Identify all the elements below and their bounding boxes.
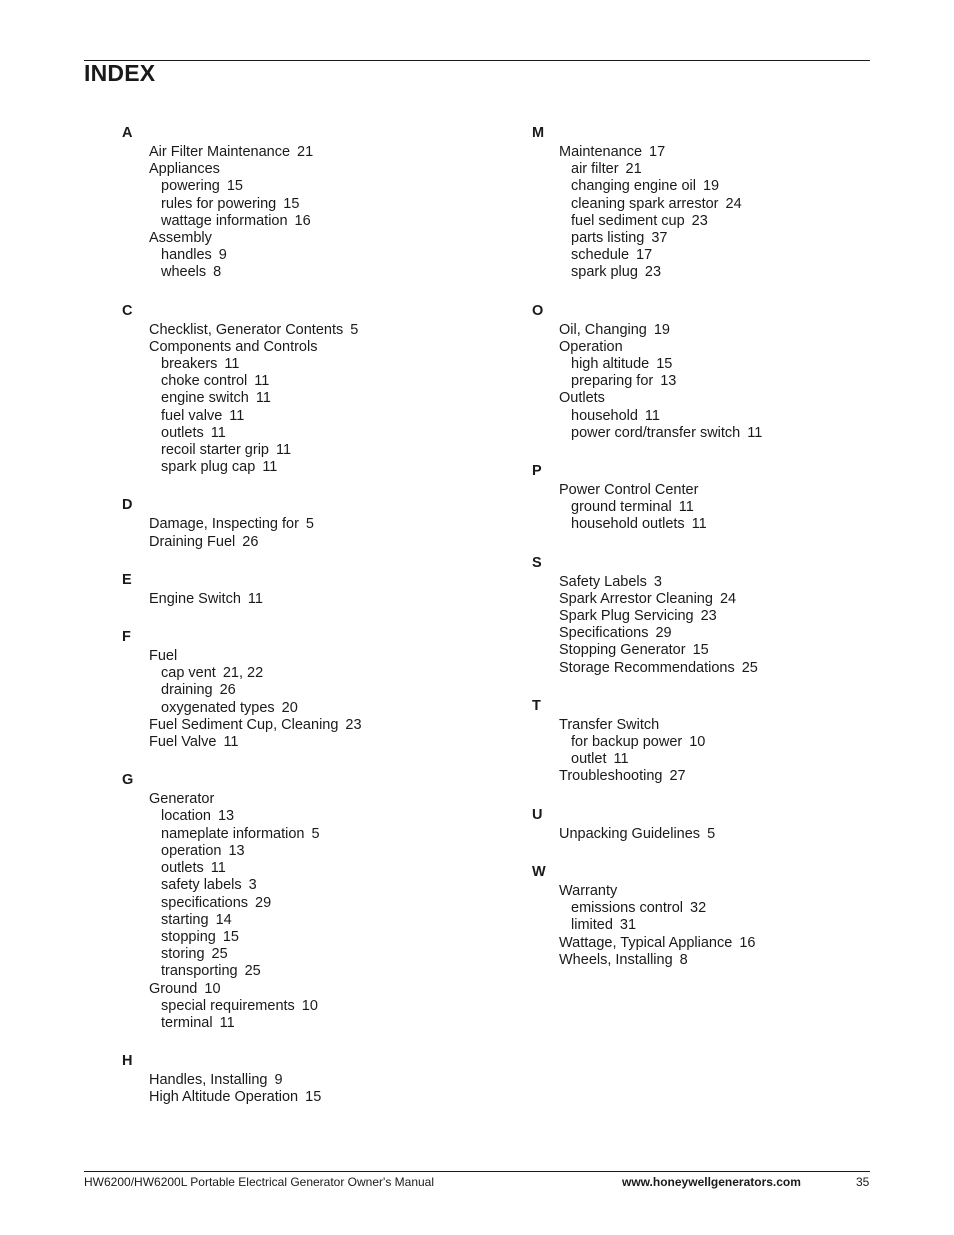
index-entry-page: 10 <box>689 734 706 751</box>
index-entry-text: Stopping Generator <box>559 642 686 659</box>
index-entry <box>532 390 892 407</box>
index-section <box>122 571 482 608</box>
index-entry-page: 16 <box>294 212 311 229</box>
index-subentry <box>532 734 892 751</box>
index-entry-page: 11 <box>210 424 226 441</box>
index-subentry <box>122 843 482 860</box>
index-entry-page: 32 <box>690 900 707 917</box>
index-subentry <box>532 247 892 264</box>
index-column-left <box>122 124 482 1127</box>
index-subentry <box>122 178 482 195</box>
index-entry-page: 8 <box>679 951 688 968</box>
index-entry-text: Spark Arrestor Cleaning <box>559 590 713 607</box>
index-entry-page: 8 <box>213 264 222 281</box>
index-section <box>532 124 892 282</box>
index-section-letter: W <box>532 863 546 880</box>
index-section-letter: C <box>122 302 133 319</box>
index-entry-text: Generator <box>149 791 215 808</box>
index-entry-text: Fuel <box>149 648 178 665</box>
index-entry-page: 5 <box>311 825 320 842</box>
index-entry-page: 17 <box>649 144 666 160</box>
index-entry-text: parts listing <box>571 230 645 247</box>
index-subentry <box>122 390 482 407</box>
index-entry-page: 11 <box>247 590 263 607</box>
index-entry-page: 13 <box>660 373 677 390</box>
index-section-letter: M <box>532 125 545 141</box>
index-entry-text: preparing for <box>571 373 654 390</box>
index-subentry <box>532 230 892 247</box>
index-entry-page: 29 <box>255 894 272 911</box>
index-entry-page: 10 <box>204 980 221 997</box>
index-entry-text: power cord/transfer switch <box>571 424 741 441</box>
index-subentry <box>532 425 892 442</box>
index-entry-page: 11 <box>219 1014 235 1031</box>
index-subentry <box>532 751 892 768</box>
index-entry-page: 11 <box>255 390 271 407</box>
index-entry-text: Outlets <box>559 390 605 407</box>
index-entry <box>532 608 892 625</box>
index-section <box>122 124 482 282</box>
index-entry <box>532 717 892 734</box>
index-entry-text: nameplate information <box>161 825 305 842</box>
index-entry <box>532 322 892 339</box>
index-entry-page: 15 <box>656 356 673 373</box>
index-subentry <box>122 946 482 963</box>
index-entry-text: Power Control Center <box>559 482 699 499</box>
index-entry-text: wheels <box>161 264 207 281</box>
index-subentry <box>122 247 482 264</box>
index-subentry <box>532 178 892 195</box>
index-section <box>532 302 892 442</box>
index-subentry <box>122 373 482 390</box>
footer-rule <box>84 1171 870 1172</box>
index-entry-page: 15 <box>283 195 300 212</box>
index-subentry <box>532 917 892 934</box>
index-entry <box>532 883 892 900</box>
index-entry-text: Warranty <box>559 882 618 899</box>
index-entry-page: 11 <box>275 442 292 459</box>
index-entry-page: 11 <box>678 499 694 516</box>
index-entry-page: 17 <box>636 247 653 264</box>
index-section <box>122 1052 482 1106</box>
index-entry <box>122 717 482 734</box>
index-entry-text: Components and Controls <box>149 338 318 355</box>
index-entry-page: 11 <box>644 407 660 424</box>
index-section <box>122 496 482 550</box>
index-entry-text: spark plug <box>571 264 638 281</box>
index-entry-page: 11 <box>224 356 240 373</box>
index-entry-text: terminal <box>161 1014 213 1031</box>
index-entry-text: draining <box>161 682 213 699</box>
index-entry-page: 11 <box>210 860 226 877</box>
index-entry <box>532 768 892 785</box>
index-entry <box>122 591 482 608</box>
index-entry-page: 26 <box>219 682 236 699</box>
index-entry-text: High Altitude Operation <box>149 1089 299 1106</box>
index-entry-text: Fuel Sediment Cup, Cleaning <box>149 716 339 733</box>
index-subentry <box>122 665 482 682</box>
index-entry-page: 9 <box>218 247 227 264</box>
index-entry-text: Appliances <box>149 161 220 178</box>
index-subentry <box>532 499 892 516</box>
index-entry-page: 23 <box>700 608 717 625</box>
index-entry-text: operation <box>161 842 222 859</box>
index-section <box>532 697 892 786</box>
index-entry-page: 23 <box>345 716 362 733</box>
index-entry <box>532 826 892 843</box>
index-entry-text: cap vent <box>161 665 216 682</box>
index-entry-text: air filter <box>571 161 619 178</box>
index-entry-page: 5 <box>305 516 314 533</box>
index-section-letter: A <box>122 125 133 141</box>
index-subentry <box>122 682 482 699</box>
index-entry-page: 20 <box>281 699 298 716</box>
index-entry-page: 11 <box>691 516 707 533</box>
index-entry <box>532 144 892 161</box>
index-entry <box>532 952 892 969</box>
index-entry <box>122 339 482 356</box>
index-entry-text: spark plug cap <box>161 459 256 476</box>
index-entry <box>122 516 482 533</box>
index-section-letter: U <box>532 806 543 823</box>
index-subentry <box>122 877 482 894</box>
index-entry-page: 25 <box>244 963 261 980</box>
index-entry-text: transporting <box>161 963 238 980</box>
index-entry-text: special requirements <box>161 997 295 1014</box>
index-section <box>532 554 892 677</box>
index-section <box>122 628 482 751</box>
index-entry-text: Wheels, Installing <box>559 951 673 968</box>
index-entry-page: 24 <box>719 590 737 607</box>
index-entry-page: 15 <box>226 178 243 195</box>
index-subentry <box>532 196 892 213</box>
index-entry-page: 21 <box>297 144 314 160</box>
index-subentry <box>122 826 482 843</box>
index-entry <box>122 1089 482 1106</box>
index-entry-page: 11 <box>223 734 239 751</box>
footer-page-number: 35 <box>856 1175 870 1189</box>
index-section <box>122 771 482 1032</box>
index-section-letter: S <box>532 554 542 571</box>
index-entry <box>532 935 892 952</box>
index-entry <box>122 648 482 665</box>
index-entry-text: stopping <box>161 928 216 945</box>
index-entry-text: engine switch <box>161 390 249 407</box>
index-entry-text: outlet <box>571 751 607 768</box>
index-entry-page: 14 <box>215 911 232 928</box>
index-subentry <box>122 929 482 946</box>
index-entry-page: 11 <box>747 424 763 441</box>
page-title: INDEX <box>84 60 156 86</box>
index-subentry <box>122 700 482 717</box>
index-subentry <box>122 213 482 230</box>
index-entry-text: outlets <box>161 860 204 877</box>
index-subentry <box>122 196 482 213</box>
index-entry <box>532 642 892 659</box>
index-entry-text: high altitude <box>571 356 650 373</box>
index-entry-text: Specifications <box>559 625 649 642</box>
index-subentry <box>122 860 482 877</box>
index-subentry <box>122 408 482 425</box>
index-entry-page: 5 <box>350 321 359 338</box>
index-entry-text: Checklist, Generator Contents <box>149 321 344 338</box>
footer-manual-title: HW6200/HW6200L Portable Electrical Generator Owner's Manual <box>84 1175 435 1189</box>
index-entry-text: Operation <box>559 338 623 355</box>
index-entry-page: 3 <box>248 877 257 894</box>
index-section <box>532 462 892 534</box>
index-entry-text: Unpacking Guidelines <box>559 825 701 842</box>
index-entry <box>532 660 892 677</box>
index-entry-text: Fuel Valve <box>149 734 217 751</box>
index-subentry <box>122 895 482 912</box>
index-entry-text: household outlets <box>571 516 685 533</box>
index-section-letter: T <box>532 697 541 714</box>
index-entry-text: rules for powering <box>161 195 277 212</box>
index-subentry <box>122 912 482 929</box>
index-entry <box>122 161 482 178</box>
index-entry-text: Air Filter Maintenance <box>149 144 291 160</box>
index-entry-text: choke control <box>161 373 248 390</box>
index-entry <box>532 339 892 356</box>
index-entry <box>122 144 482 161</box>
index-subentry <box>532 264 892 281</box>
index-entry-text: for backup power <box>571 734 683 751</box>
index-subentry <box>532 516 892 533</box>
index-entry <box>532 482 892 499</box>
index-entry-page: 9 <box>274 1072 283 1089</box>
index-entry-text: Safety Labels <box>559 573 647 590</box>
index-entry <box>532 625 892 642</box>
index-entry-text: Storage Recommendations <box>559 659 735 676</box>
index-entry-page: 26 <box>242 533 259 550</box>
index-subentry <box>532 900 892 917</box>
index-entry-text: ground terminal <box>571 499 672 516</box>
index-section-letter: P <box>532 463 542 480</box>
index-section-letter: E <box>122 571 132 588</box>
index-entry-text: breakers <box>161 356 218 373</box>
index-entry-text: Oil, Changing <box>559 321 647 338</box>
index-subentry <box>122 264 482 281</box>
index-subentry <box>122 963 482 980</box>
index-entry-text: Draining Fuel <box>149 533 236 550</box>
index-entry-page: 13 <box>228 842 245 859</box>
index-entry-page: 25 <box>741 659 758 676</box>
index-entry <box>122 322 482 339</box>
index-subentry <box>532 408 892 425</box>
index-section <box>532 806 892 843</box>
index-entry-text: Transfer Switch <box>559 716 660 733</box>
index-entry-text: fuel valve <box>161 407 223 424</box>
index-entry-text: Ground <box>149 980 198 997</box>
index-section-letter: F <box>122 629 131 646</box>
index-entry-page: 21, 22 <box>222 665 264 682</box>
index-entry-text: location <box>161 808 211 825</box>
index-column-right <box>532 124 892 989</box>
index-entry-page: 11 <box>254 373 270 390</box>
index-entry-page: 21 <box>625 161 642 178</box>
index-entry-page: 27 <box>669 768 686 785</box>
index-entry-page: 19 <box>702 178 720 195</box>
index-entry-page: 29 <box>655 625 672 642</box>
index-entry <box>532 591 892 608</box>
index-entry-page: 23 <box>644 264 662 281</box>
index-section-letter: G <box>122 772 134 789</box>
index-entry-page: 5 <box>707 825 716 842</box>
index-entry-text: Damage, Inspecting for <box>149 516 299 533</box>
index-entry <box>122 1072 482 1089</box>
index-entry-page: 19 <box>653 321 670 338</box>
index-entry-page: 13 <box>217 808 235 825</box>
index-subentry <box>122 442 482 459</box>
index-entry-text: safety labels <box>161 877 242 894</box>
index-subentry <box>122 1015 482 1032</box>
index-subentry <box>122 459 482 476</box>
index-section <box>532 863 892 969</box>
index-subentry <box>532 213 892 230</box>
index-entry-text: changing engine oil <box>571 178 696 195</box>
index-entry-text: Assembly <box>149 230 212 247</box>
index-section-letter: O <box>532 302 544 319</box>
index-entry-page: 15 <box>692 642 709 659</box>
index-entry-page: 31 <box>619 917 637 934</box>
header-rule <box>84 60 870 61</box>
index-entry-text: Engine Switch <box>149 590 241 607</box>
index-entry-text: Spark Plug Servicing <box>559 608 694 625</box>
index-entry-text: powering <box>161 178 220 195</box>
index-subentry <box>122 356 482 373</box>
index-entry-page: 37 <box>651 230 668 247</box>
index-subentry <box>532 373 892 390</box>
index-entry-text: oxygenated types <box>161 699 275 716</box>
index-entry-page: 25 <box>211 946 228 963</box>
index-entry-page: 11 <box>262 459 278 476</box>
footer-website-link[interactable]: www.honeywellgenerators.com <box>622 1175 801 1189</box>
index-subentry <box>122 998 482 1015</box>
index-section <box>122 302 482 477</box>
index-entry-text: handles <box>161 247 212 264</box>
index-entry <box>532 574 892 591</box>
index-entry-text: wattage information <box>161 212 288 229</box>
index-entry-text: storing <box>161 946 205 963</box>
index-entry <box>122 791 482 808</box>
index-entry-text: cleaning spark arrestor <box>571 195 719 212</box>
index-entry-page: 24 <box>725 195 742 212</box>
index-entry <box>122 981 482 998</box>
index-entry-text: Maintenance <box>559 144 643 160</box>
index-subentry <box>532 161 892 178</box>
index-subentry <box>122 425 482 442</box>
index-entry-text: recoil starter grip <box>161 442 269 459</box>
index-subentry <box>532 356 892 373</box>
index-entry <box>122 734 482 751</box>
index-entry-page: 15 <box>222 928 239 945</box>
index-entry-text: emissions control <box>571 900 684 917</box>
index-entry-text: fuel sediment cup <box>571 212 685 229</box>
index-entry-page: 10 <box>301 997 318 1014</box>
index-entry-text: starting <box>161 911 209 928</box>
index-entry-page: 16 <box>739 934 756 951</box>
index-entry-page: 3 <box>653 573 662 590</box>
index-entry-text: outlets <box>161 424 204 441</box>
index-entry <box>122 230 482 247</box>
index-entry <box>122 534 482 551</box>
index-section-letter: H <box>122 1053 133 1070</box>
index-entry-text: schedule <box>571 247 630 264</box>
index-entry-page: 11 <box>229 407 245 424</box>
index-entry-page: 11 <box>613 751 629 768</box>
index-subentry <box>122 808 482 825</box>
index-entry-text: Troubleshooting <box>559 768 663 785</box>
index-entry-page: 15 <box>305 1089 322 1106</box>
index-entry-text: household <box>571 407 638 424</box>
index-entry-page: 23 <box>691 212 708 229</box>
index-entry-text: Handles, Installing <box>149 1072 268 1089</box>
index-entry-text: limited <box>571 917 613 934</box>
index-section-letter: D <box>122 497 133 514</box>
index-entry-text: specifications <box>161 894 249 911</box>
index-entry-text: Wattage, Typical Appliance <box>559 934 733 951</box>
